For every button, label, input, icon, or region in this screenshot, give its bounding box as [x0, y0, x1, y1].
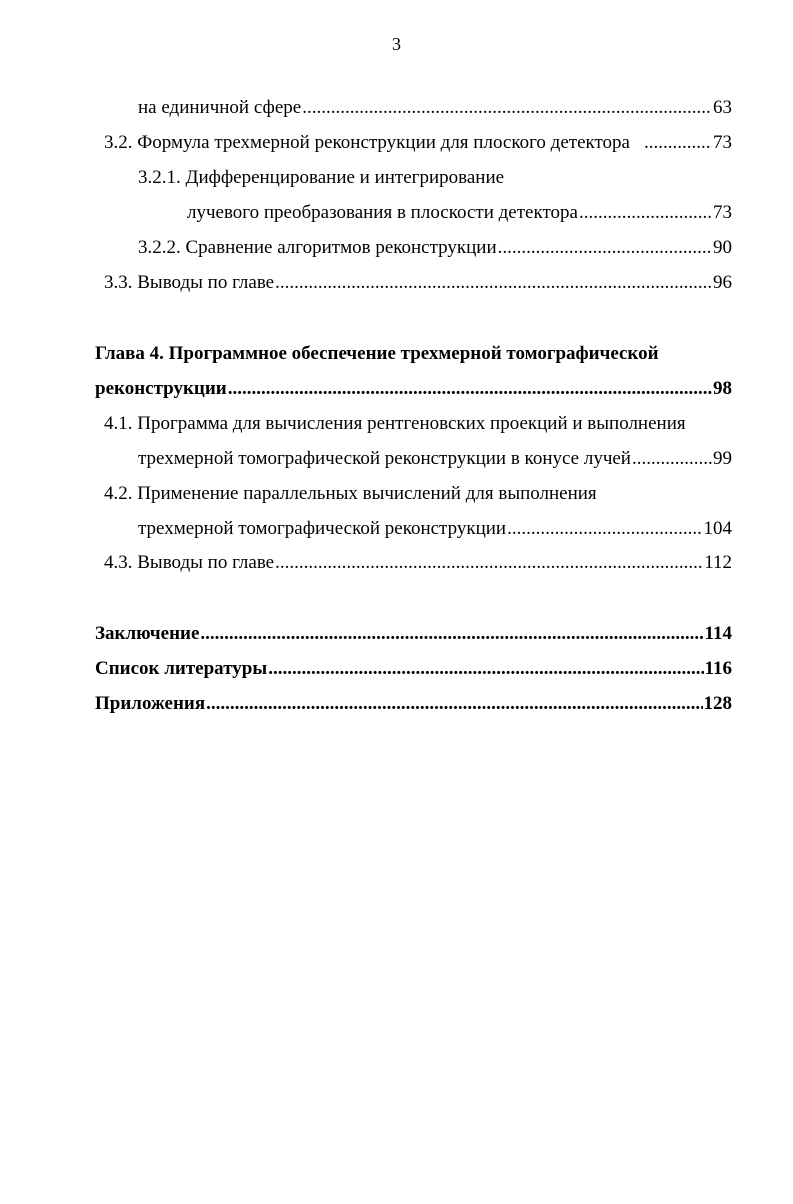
- toc-entry-text: 3.2.2. Сравнение алгоритмов реконструкции: [138, 237, 497, 258]
- toc-references: [95, 657, 732, 681]
- toc-entry-3-2-2: [138, 236, 732, 260]
- toc-entry-4-2: [138, 517, 732, 541]
- toc-entry-text: 3.3. Выводы по главе: [104, 272, 275, 293]
- toc-entry-text: 3.2. Формула трехмерной реконструкции для плоского детектора: [104, 132, 630, 153]
- toc-entry-4-1-line1: 4.1. Программа для вычисления рентгеновских проекций и выполнения: [104, 413, 686, 434]
- toc-leader-dots: [200, 622, 703, 646]
- toc-leader-dots: [275, 271, 712, 295]
- toc-entry-text: Приложения: [95, 693, 206, 714]
- toc-entry-text: на единичной сфере: [138, 97, 302, 118]
- toc-leader-dots: [498, 236, 712, 260]
- page-number: 3: [392, 34, 401, 54]
- toc-entry-page: 99: [713, 448, 732, 469]
- toc-entry-page: 112: [704, 552, 732, 573]
- toc-entry-page: 63: [713, 97, 732, 118]
- toc-entry-3-3: [104, 271, 732, 295]
- toc-entry-text: трехмерной томографической реконструкции в конусе лучей: [138, 448, 631, 469]
- toc-entry-text: реконструкции: [95, 378, 227, 399]
- toc-entry-4-3: [104, 551, 732, 575]
- toc-entry-page: 114: [704, 623, 732, 644]
- toc-chapter-4-line1: Глава 4. Программное обеспечение трехмерной томографической: [95, 343, 659, 364]
- toc-leader-dots: [579, 201, 712, 225]
- toc-entry-page: 98: [713, 378, 732, 399]
- toc-entry-text: 4.3. Выводы по главе: [104, 552, 275, 573]
- toc-entry-text: трехмерной томографической реконструкции: [138, 518, 507, 539]
- toc-entry-3-2-1-line1: 3.2.1. Дифференцирование и интегрирование: [138, 167, 505, 188]
- toc-leader-dots: [302, 96, 712, 120]
- toc-entry-text: Заключение: [95, 623, 200, 644]
- toc-entry-4-2-line1: 4.2. Применение параллельных вычислений для выполнения: [104, 483, 597, 504]
- toc-entry-page: 96: [713, 272, 732, 293]
- toc-chapter-4: [95, 377, 732, 401]
- toc-entry-text: Список литературы: [95, 658, 268, 679]
- toc-entry-3-2: [104, 131, 732, 155]
- toc-leader-dots: [275, 551, 703, 575]
- toc-leader-dots: [206, 692, 702, 716]
- toc-leader-dots: [644, 131, 712, 155]
- toc-leader-dots: [228, 377, 712, 401]
- toc-entry-page: 128: [703, 693, 732, 714]
- toc-entry-unit-sphere: [138, 96, 732, 120]
- toc-conclusion: [95, 622, 732, 646]
- toc-entry-page: 116: [704, 658, 732, 679]
- toc-entry-3-2-1: [187, 201, 732, 225]
- toc-entry-page: 73: [713, 132, 732, 153]
- toc-entry-4-1: [138, 447, 732, 471]
- toc-entry-page: 90: [713, 237, 732, 258]
- toc-entry-page: 73: [713, 202, 732, 223]
- toc-leader-dots: [507, 517, 702, 541]
- toc-leader-dots: [632, 447, 712, 471]
- toc-entry-page: 104: [703, 518, 732, 539]
- toc-entry-text: лучевого преобразования в плоскости детектора: [187, 202, 578, 223]
- toc-leader-dots: [268, 657, 703, 681]
- toc-appendices: [95, 692, 732, 716]
